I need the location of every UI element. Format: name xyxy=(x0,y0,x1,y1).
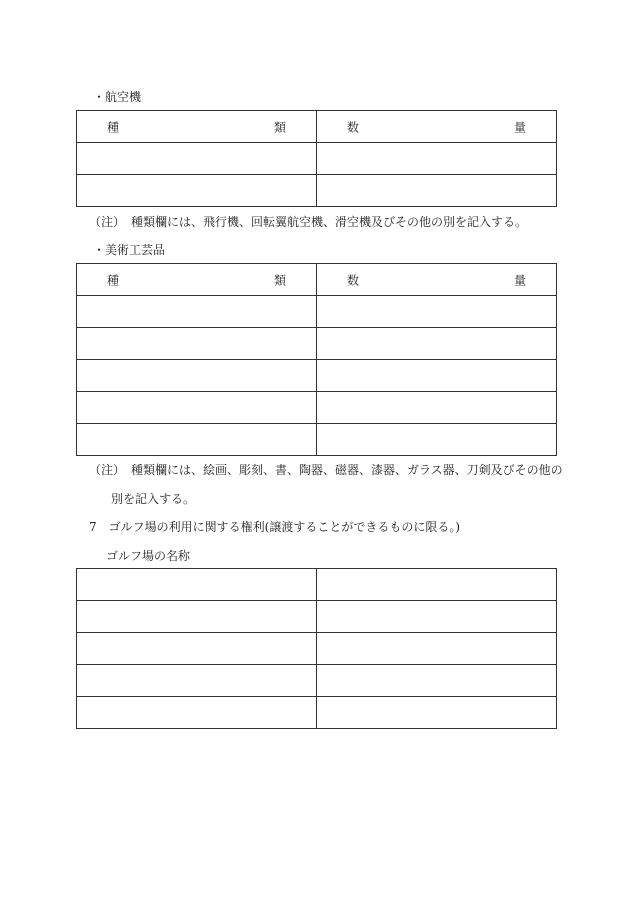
table-cell[interactable] xyxy=(77,601,317,633)
table-row xyxy=(77,328,557,360)
header-type-char1: 種 xyxy=(107,120,120,134)
table-row xyxy=(77,143,557,175)
table-row xyxy=(77,175,557,207)
table-cell[interactable] xyxy=(77,424,317,456)
table-row xyxy=(77,392,557,424)
table-cell[interactable] xyxy=(317,360,557,392)
artworks-heading: ・美術工芸品 xyxy=(93,243,166,257)
table-row xyxy=(77,601,557,633)
table-row xyxy=(77,424,557,456)
aircraft-heading: ・航空機 xyxy=(93,90,142,104)
table-cell[interactable] xyxy=(317,175,557,207)
table-row xyxy=(77,569,557,601)
table-cell[interactable] xyxy=(77,328,317,360)
table-cell[interactable] xyxy=(317,569,557,601)
table-cell[interactable] xyxy=(317,424,557,456)
header-type xyxy=(77,111,317,143)
aircraft-note: （注） 種類欄には、飛行機、回転翼航空機、滑空機及びその他の別を記入する。 xyxy=(89,215,528,229)
table-cell[interactable] xyxy=(317,601,557,633)
table-header-row xyxy=(77,264,557,296)
header-quantity-char1: 数 xyxy=(347,273,360,287)
table-cell[interactable] xyxy=(77,697,317,729)
header-type-char2: 類 xyxy=(273,120,286,134)
artworks-note-line2: 別を記入する。 xyxy=(111,492,196,506)
table-header-row xyxy=(77,111,557,143)
header-quantity xyxy=(317,111,557,143)
header-quantity-char1: 数 xyxy=(347,120,360,134)
table-cell[interactable] xyxy=(317,392,557,424)
header-quantity xyxy=(317,264,557,296)
table-cell[interactable] xyxy=(77,175,317,207)
table-row xyxy=(77,296,557,328)
table-cell[interactable] xyxy=(77,296,317,328)
table-cell[interactable] xyxy=(77,569,317,601)
header-type-char1: 種 xyxy=(107,273,120,287)
table-cell[interactable] xyxy=(317,697,557,729)
table-row xyxy=(77,697,557,729)
golf-item-heading: 7 ゴルフ場の利用に関する権利(譲渡することができるものに限る。) xyxy=(89,520,461,534)
table-cell[interactable] xyxy=(317,143,557,175)
table-cell[interactable] xyxy=(77,633,317,665)
table-row xyxy=(77,665,557,697)
artworks-table xyxy=(76,263,557,456)
table-cell[interactable] xyxy=(317,633,557,665)
table-row xyxy=(77,633,557,665)
table-cell[interactable] xyxy=(77,392,317,424)
table-cell[interactable] xyxy=(77,143,317,175)
golf-table xyxy=(76,568,557,729)
table-cell[interactable] xyxy=(317,296,557,328)
table-cell[interactable] xyxy=(77,360,317,392)
table-cell[interactable] xyxy=(317,328,557,360)
table-cell[interactable] xyxy=(77,665,317,697)
table-row xyxy=(77,360,557,392)
aircraft-table xyxy=(76,110,557,207)
header-type-char2: 類 xyxy=(273,273,286,287)
golf-course-name-label: ゴルフ場の名称 xyxy=(106,549,191,563)
header-type xyxy=(77,264,317,296)
header-quantity-char2: 量 xyxy=(513,273,526,287)
table-cell[interactable] xyxy=(317,665,557,697)
header-quantity-char2: 量 xyxy=(513,120,526,134)
artworks-note-line1: （注） 種類欄には、絵画、彫刻、書、陶器、磁器、漆器、ガラス器、刀剣及びその他の xyxy=(89,463,563,477)
